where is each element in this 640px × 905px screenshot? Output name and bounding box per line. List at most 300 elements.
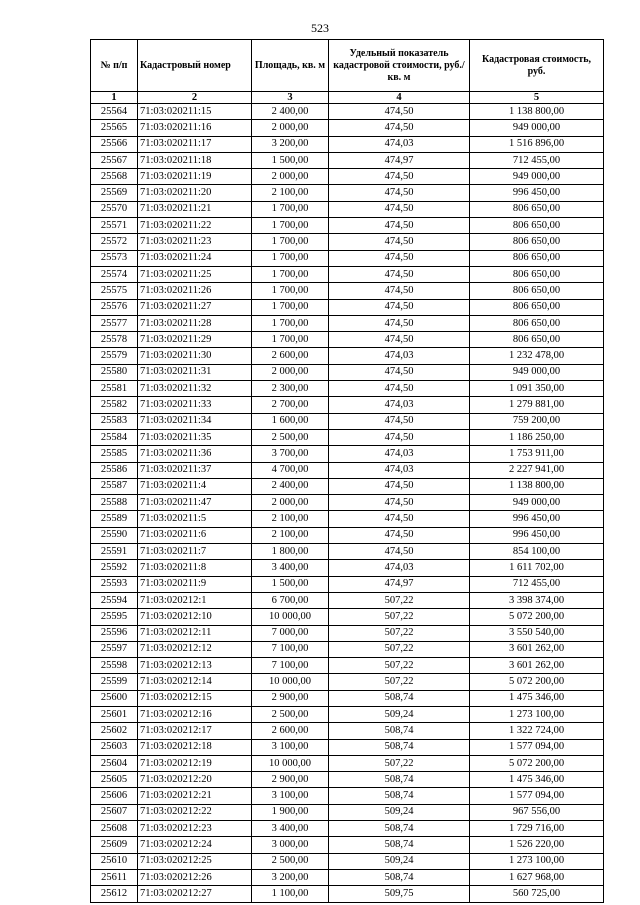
row-number-cell: 25577: [91, 315, 138, 331]
cadastral-value-cell: 1 138 800,00: [470, 478, 604, 494]
cadastral-number-cell: 71:03:020211:4: [138, 478, 252, 494]
cadastral-number-cell: 71:03:020211:26: [138, 283, 252, 299]
cadastral-value-cell: 1 516 896,00: [470, 136, 604, 152]
cadastral-value-cell: 712 455,00: [470, 152, 604, 168]
area-cell: 2 100,00: [252, 511, 329, 527]
area-cell: 1 700,00: [252, 266, 329, 282]
cadastral-number-cell: 71:03:020211:21: [138, 201, 252, 217]
cadastral-number-cell: 71:03:020211:47: [138, 495, 252, 511]
cadastral-value-cell: 806 650,00: [470, 283, 604, 299]
cadastral-number-cell: 71:03:020211:18: [138, 152, 252, 168]
area-cell: 7 100,00: [252, 658, 329, 674]
cadastral-number-cell: 71:03:020211:37: [138, 462, 252, 478]
cadastral-value-cell: 949 000,00: [470, 495, 604, 511]
table-row: [91, 837, 604, 853]
cadastral-value-cell: 5 072 200,00: [470, 609, 604, 625]
area-cell: 2 400,00: [252, 104, 329, 120]
cadastral-value-cell: 1 186 250,00: [470, 429, 604, 445]
cadastral-value-cell: 806 650,00: [470, 234, 604, 250]
row-number-cell: 25566: [91, 136, 138, 152]
table-row: [91, 266, 604, 282]
area-cell: 2 900,00: [252, 690, 329, 706]
header-row-number: № п/п: [91, 40, 138, 92]
unit-value-cell: 509,24: [329, 706, 470, 722]
row-number-cell: 25602: [91, 723, 138, 739]
table-row: [91, 641, 604, 657]
row-number-cell: 25564: [91, 104, 138, 120]
cadastral-number-cell: 71:03:020212:10: [138, 609, 252, 625]
unit-value-cell: 474,50: [329, 299, 470, 315]
cadastral-number-cell: 71:03:020211:24: [138, 250, 252, 266]
cadastral-value-cell: 5 072 200,00: [470, 755, 604, 771]
row-number-cell: 25605: [91, 772, 138, 788]
table-row: [91, 576, 604, 592]
table-body: [91, 104, 604, 903]
cadastral-number-cell: 71:03:020211:9: [138, 576, 252, 592]
cadastral-number-cell: 71:03:020211:22: [138, 218, 252, 234]
area-cell: 2 000,00: [252, 169, 329, 185]
row-number-cell: 25588: [91, 495, 138, 511]
area-cell: 2 500,00: [252, 706, 329, 722]
unit-value-cell: 508,74: [329, 690, 470, 706]
row-number-cell: 25610: [91, 853, 138, 869]
table-row: [91, 348, 604, 364]
unit-value-cell: 508,74: [329, 821, 470, 837]
table-row: [91, 609, 604, 625]
area-cell: 1 100,00: [252, 886, 329, 902]
table-row: [91, 152, 604, 168]
area-cell: 6 700,00: [252, 592, 329, 608]
table-row: [91, 315, 604, 331]
table-row: [91, 104, 604, 120]
row-number-cell: 25565: [91, 120, 138, 136]
unit-value-cell: 474,50: [329, 413, 470, 429]
table-row: [91, 706, 604, 722]
unit-value-cell: 474,50: [329, 120, 470, 136]
table-row: [91, 886, 604, 902]
unit-value-cell: 474,03: [329, 348, 470, 364]
cadastral-number-cell: 71:03:020211:35: [138, 429, 252, 445]
cadastral-value-cell: 949 000,00: [470, 169, 604, 185]
cadastral-number-cell: 71:03:020211:27: [138, 299, 252, 315]
row-number-cell: 25608: [91, 821, 138, 837]
cadastral-number-cell: 71:03:020211:33: [138, 397, 252, 413]
cadastral-number-cell: 71:03:020212:14: [138, 674, 252, 690]
row-number-cell: 25607: [91, 804, 138, 820]
unit-value-cell: 474,50: [329, 495, 470, 511]
cadastral-value-cell: 1 729 716,00: [470, 821, 604, 837]
row-number-cell: 25590: [91, 527, 138, 543]
row-number-cell: 25587: [91, 478, 138, 494]
cadastral-number-cell: 71:03:020212:20: [138, 772, 252, 788]
unit-value-cell: 474,03: [329, 397, 470, 413]
column-number: 1: [91, 92, 138, 104]
table-row: [91, 185, 604, 201]
unit-value-cell: 474,03: [329, 560, 470, 576]
unit-value-cell: 474,50: [329, 283, 470, 299]
table-row: [91, 821, 604, 837]
header-cadastral-value: Кадастровая стоимость, руб.: [470, 40, 604, 92]
table-row: [91, 674, 604, 690]
unit-value-cell: 507,22: [329, 674, 470, 690]
table-row: [91, 283, 604, 299]
cadastral-value-cell: 806 650,00: [470, 218, 604, 234]
area-cell: 2 400,00: [252, 478, 329, 494]
cadastral-number-cell: 71:03:020211:23: [138, 234, 252, 250]
cadastral-number-cell: 71:03:020211:5: [138, 511, 252, 527]
area-cell: 3 200,00: [252, 869, 329, 885]
table-header-row: [91, 40, 604, 92]
cadastral-value-cell: 1 232 478,00: [470, 348, 604, 364]
cadastral-number-cell: 71:03:020211:28: [138, 315, 252, 331]
area-cell: 1 700,00: [252, 315, 329, 331]
cadastral-number-cell: 71:03:020212:22: [138, 804, 252, 820]
unit-value-cell: 474,50: [329, 201, 470, 217]
area-cell: 1 700,00: [252, 218, 329, 234]
column-number-row: [91, 92, 604, 104]
table-row: [91, 250, 604, 266]
cadastral-number-cell: 71:03:020211:15: [138, 104, 252, 120]
cadastral-number-cell: 71:03:020211:16: [138, 120, 252, 136]
cadastral-value-cell: 806 650,00: [470, 332, 604, 348]
row-number-cell: 25585: [91, 446, 138, 462]
area-cell: 3 700,00: [252, 446, 329, 462]
area-cell: 2 100,00: [252, 527, 329, 543]
column-number: 4: [329, 92, 470, 104]
unit-value-cell: 474,50: [329, 544, 470, 560]
table-row: [91, 364, 604, 380]
cadastral-value-cell: 806 650,00: [470, 315, 604, 331]
row-number-cell: 25580: [91, 364, 138, 380]
row-number-cell: 25596: [91, 625, 138, 641]
table-row: [91, 527, 604, 543]
unit-value-cell: 507,22: [329, 641, 470, 657]
header-area: Площадь, кв. м: [252, 40, 329, 92]
cadastral-number-cell: 71:03:020211:19: [138, 169, 252, 185]
table-row: [91, 446, 604, 462]
unit-value-cell: 474,50: [329, 527, 470, 543]
unit-value-cell: 507,22: [329, 625, 470, 641]
table-row: [91, 234, 604, 250]
area-cell: 2 300,00: [252, 381, 329, 397]
table-row: [91, 462, 604, 478]
row-number-cell: 25567: [91, 152, 138, 168]
cadastral-number-cell: 71:03:020211:20: [138, 185, 252, 201]
unit-value-cell: 474,03: [329, 136, 470, 152]
cadastral-value-cell: 854 100,00: [470, 544, 604, 560]
unit-value-cell: 474,97: [329, 152, 470, 168]
row-number-cell: 25592: [91, 560, 138, 576]
area-cell: 1 700,00: [252, 283, 329, 299]
table-row: [91, 739, 604, 755]
table-row: [91, 332, 604, 348]
column-number: 3: [252, 92, 329, 104]
cadastral-value-cell: 806 650,00: [470, 266, 604, 282]
unit-value-cell: 474,50: [329, 364, 470, 380]
unit-value-cell: 507,22: [329, 755, 470, 771]
area-cell: 2 700,00: [252, 397, 329, 413]
cadastral-value-cell: 806 650,00: [470, 299, 604, 315]
cadastral-value-cell: 3 601 262,00: [470, 641, 604, 657]
cadastral-value-cell: 967 556,00: [470, 804, 604, 820]
cadastral-value-cell: 949 000,00: [470, 364, 604, 380]
cadastral-number-cell: 71:03:020211:6: [138, 527, 252, 543]
cadastral-value-table: [90, 39, 604, 903]
row-number-cell: 25582: [91, 397, 138, 413]
cadastral-value-cell: 1 577 094,00: [470, 739, 604, 755]
row-number-cell: 25570: [91, 201, 138, 217]
unit-value-cell: 474,50: [329, 381, 470, 397]
unit-value-cell: 474,50: [329, 478, 470, 494]
row-number-cell: 25583: [91, 413, 138, 429]
unit-value-cell: 508,74: [329, 739, 470, 755]
area-cell: 1 600,00: [252, 413, 329, 429]
row-number-cell: 25573: [91, 250, 138, 266]
area-cell: 10 000,00: [252, 609, 329, 625]
area-cell: 3 100,00: [252, 739, 329, 755]
header-unit-value: Удельный показатель кадастровой стоимости, руб./кв. м: [329, 40, 470, 92]
cadastral-value-cell: 1 753 911,00: [470, 446, 604, 462]
row-number-cell: 25586: [91, 462, 138, 478]
cadastral-value-cell: 759 200,00: [470, 413, 604, 429]
table-row: [91, 381, 604, 397]
row-number-cell: 25581: [91, 381, 138, 397]
row-number-cell: 25597: [91, 641, 138, 657]
row-number-cell: 25604: [91, 755, 138, 771]
area-cell: 3 100,00: [252, 788, 329, 804]
table-row: [91, 429, 604, 445]
cadastral-value-cell: 1 627 968,00: [470, 869, 604, 885]
cadastral-value-cell: 3 398 374,00: [470, 592, 604, 608]
cadastral-value-cell: 996 450,00: [470, 185, 604, 201]
cadastral-number-cell: 71:03:020212:19: [138, 755, 252, 771]
cadastral-value-cell: 712 455,00: [470, 576, 604, 592]
area-cell: 2 900,00: [252, 772, 329, 788]
unit-value-cell: 508,74: [329, 723, 470, 739]
cadastral-value-cell: 996 450,00: [470, 511, 604, 527]
column-number: 2: [138, 92, 252, 104]
area-cell: 1 900,00: [252, 804, 329, 820]
cadastral-value-cell: 1 322 724,00: [470, 723, 604, 739]
unit-value-cell: 474,50: [329, 266, 470, 282]
table-row: [91, 592, 604, 608]
cadastral-value-cell: 1 279 881,00: [470, 397, 604, 413]
area-cell: 10 000,00: [252, 674, 329, 690]
row-number-cell: 25603: [91, 739, 138, 755]
unit-value-cell: 508,74: [329, 869, 470, 885]
area-cell: 1 700,00: [252, 299, 329, 315]
cadastral-value-cell: 996 450,00: [470, 527, 604, 543]
row-number-cell: 25574: [91, 266, 138, 282]
row-number-cell: 25593: [91, 576, 138, 592]
area-cell: 1 700,00: [252, 201, 329, 217]
unit-value-cell: 474,50: [329, 169, 470, 185]
cadastral-number-cell: 71:03:020212:1: [138, 592, 252, 608]
cadastral-value-cell: 1 138 800,00: [470, 104, 604, 120]
row-number-cell: 25584: [91, 429, 138, 445]
area-cell: 2 500,00: [252, 429, 329, 445]
cadastral-number-cell: 71:03:020211:30: [138, 348, 252, 364]
area-cell: 7 000,00: [252, 625, 329, 641]
cadastral-value-cell: 806 650,00: [470, 250, 604, 266]
table-row: [91, 201, 604, 217]
cadastral-number-cell: 71:03:020212:23: [138, 821, 252, 837]
area-cell: 3 200,00: [252, 136, 329, 152]
area-cell: 3 400,00: [252, 560, 329, 576]
unit-value-cell: 507,22: [329, 609, 470, 625]
row-number-cell: 25599: [91, 674, 138, 690]
cadastral-value-cell: 3 550 540,00: [470, 625, 604, 641]
cadastral-value-cell: 1 526 220,00: [470, 837, 604, 853]
cadastral-number-cell: 71:03:020212:27: [138, 886, 252, 902]
area-cell: 2 500,00: [252, 853, 329, 869]
cadastral-value-cell: 1 091 350,00: [470, 381, 604, 397]
cadastral-value-cell: 949 000,00: [470, 120, 604, 136]
area-cell: 1 700,00: [252, 250, 329, 266]
row-number-cell: 25579: [91, 348, 138, 364]
unit-value-cell: 474,50: [329, 234, 470, 250]
unit-value-cell: 509,24: [329, 804, 470, 820]
table-row: [91, 723, 604, 739]
unit-value-cell: 474,50: [329, 511, 470, 527]
unit-value-cell: 474,50: [329, 250, 470, 266]
row-number-cell: 25578: [91, 332, 138, 348]
area-cell: 3 000,00: [252, 837, 329, 853]
unit-value-cell: 507,22: [329, 592, 470, 608]
row-number-cell: 25606: [91, 788, 138, 804]
table-row: [91, 658, 604, 674]
table-row: [91, 560, 604, 576]
table-row: [91, 413, 604, 429]
area-cell: 4 700,00: [252, 462, 329, 478]
unit-value-cell: 474,50: [329, 185, 470, 201]
page-number: 523: [311, 21, 329, 35]
row-number-cell: 25600: [91, 690, 138, 706]
row-number-cell: 25569: [91, 185, 138, 201]
row-number-cell: 25609: [91, 837, 138, 853]
row-number-cell: 25612: [91, 886, 138, 902]
cadastral-value-cell: 1 273 100,00: [470, 853, 604, 869]
table-row: [91, 869, 604, 885]
row-number-cell: 25591: [91, 544, 138, 560]
area-cell: 1 800,00: [252, 544, 329, 560]
cadastral-value-cell: 1 475 346,00: [470, 690, 604, 706]
cadastral-value-cell: 1 577 094,00: [470, 788, 604, 804]
row-number-cell: 25594: [91, 592, 138, 608]
table-row: [91, 299, 604, 315]
cadastral-number-cell: 71:03:020212:12: [138, 641, 252, 657]
unit-value-cell: 509,75: [329, 886, 470, 902]
cadastral-number-cell: 71:03:020211:17: [138, 136, 252, 152]
table-row: [91, 397, 604, 413]
cadastral-value-cell: 2 227 941,00: [470, 462, 604, 478]
cadastral-number-cell: 71:03:020212:13: [138, 658, 252, 674]
table-row: [91, 495, 604, 511]
cadastral-value-cell: 560 725,00: [470, 886, 604, 902]
unit-value-cell: 474,50: [329, 315, 470, 331]
area-cell: 7 100,00: [252, 641, 329, 657]
table-row: [91, 169, 604, 185]
area-cell: 2 600,00: [252, 723, 329, 739]
area-cell: 2 000,00: [252, 364, 329, 380]
table-row: [91, 804, 604, 820]
table-row: [91, 120, 604, 136]
cadastral-number-cell: 71:03:020212:21: [138, 788, 252, 804]
table-row: [91, 136, 604, 152]
cadastral-value-cell: 1 475 346,00: [470, 772, 604, 788]
cadastral-number-cell: 71:03:020212:18: [138, 739, 252, 755]
row-number-cell: 25576: [91, 299, 138, 315]
table-row: [91, 755, 604, 771]
table-row: [91, 788, 604, 804]
row-number-cell: 25598: [91, 658, 138, 674]
cadastral-value-cell: 1 273 100,00: [470, 706, 604, 722]
unit-value-cell: 474,50: [329, 218, 470, 234]
area-cell: 1 700,00: [252, 234, 329, 250]
unit-value-cell: 507,22: [329, 658, 470, 674]
area-cell: 2 000,00: [252, 495, 329, 511]
table-row: [91, 478, 604, 494]
row-number-cell: 25572: [91, 234, 138, 250]
cadastral-number-cell: 71:03:020211:34: [138, 413, 252, 429]
cadastral-number-cell: 71:03:020212:24: [138, 837, 252, 853]
unit-value-cell: 509,24: [329, 853, 470, 869]
unit-value-cell: 474,03: [329, 446, 470, 462]
unit-value-cell: 508,74: [329, 772, 470, 788]
header-cadastral-number: Кадастровый номер: [138, 40, 252, 92]
cadastral-number-cell: 71:03:020211:31: [138, 364, 252, 380]
cadastral-number-cell: 71:03:020212:15: [138, 690, 252, 706]
unit-value-cell: 474,97: [329, 576, 470, 592]
unit-value-cell: 474,50: [329, 104, 470, 120]
area-cell: 2 100,00: [252, 185, 329, 201]
cadastral-number-cell: 71:03:020211:29: [138, 332, 252, 348]
area-cell: 1 700,00: [252, 332, 329, 348]
cadastral-number-cell: 71:03:020212:26: [138, 869, 252, 885]
area-cell: 3 400,00: [252, 821, 329, 837]
cadastral-number-cell: 71:03:020211:25: [138, 266, 252, 282]
area-cell: 1 500,00: [252, 576, 329, 592]
unit-value-cell: 474,50: [329, 429, 470, 445]
unit-value-cell: 508,74: [329, 788, 470, 804]
unit-value-cell: 474,03: [329, 462, 470, 478]
table-row: [91, 625, 604, 641]
cadastral-value-cell: 5 072 200,00: [470, 674, 604, 690]
table-row: [91, 511, 604, 527]
unit-value-cell: 474,50: [329, 332, 470, 348]
cadastral-number-cell: 71:03:020212:11: [138, 625, 252, 641]
row-number-cell: 25611: [91, 869, 138, 885]
cadastral-number-cell: 71:03:020211:8: [138, 560, 252, 576]
cadastral-value-cell: 3 601 262,00: [470, 658, 604, 674]
table-row: [91, 218, 604, 234]
column-number: 5: [470, 92, 604, 104]
unit-value-cell: 508,74: [329, 837, 470, 853]
cadastral-number-cell: 71:03:020211:36: [138, 446, 252, 462]
table-row: [91, 544, 604, 560]
row-number-cell: 25568: [91, 169, 138, 185]
cadastral-number-cell: 71:03:020211:7: [138, 544, 252, 560]
cadastral-number-cell: 71:03:020212:17: [138, 723, 252, 739]
table-row: [91, 690, 604, 706]
area-cell: 2 600,00: [252, 348, 329, 364]
row-number-cell: 25589: [91, 511, 138, 527]
area-cell: 1 500,00: [252, 152, 329, 168]
table-row: [91, 772, 604, 788]
area-cell: 2 000,00: [252, 120, 329, 136]
cadastral-number-cell: 71:03:020212:16: [138, 706, 252, 722]
row-number-cell: 25595: [91, 609, 138, 625]
